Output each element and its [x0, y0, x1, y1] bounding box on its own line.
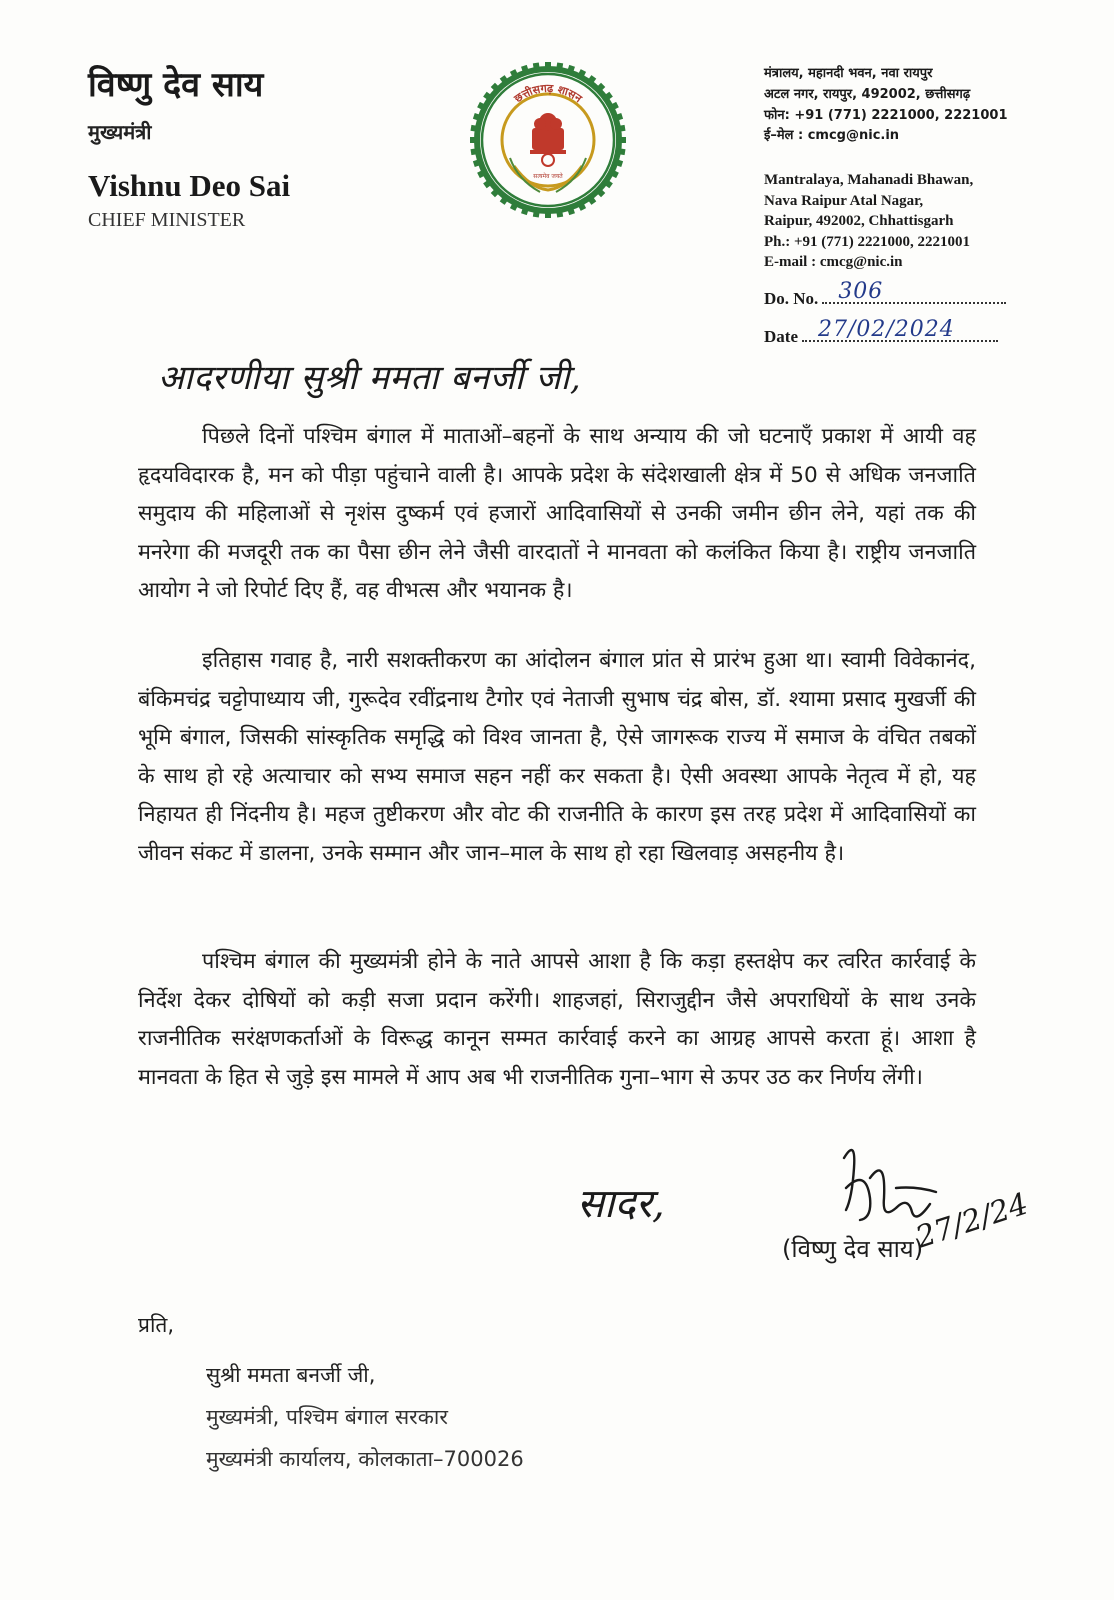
- address-hindi-line: फोन: +91 (771) 2221000, 2221001: [764, 107, 1008, 123]
- address-english-line: Raipur, 492002, Chhattisgarh: [764, 213, 954, 230]
- address-hindi: [764, 64, 1007, 147]
- salutation: आदरणीया सुश्री ममता बनर्जी जी,: [158, 358, 582, 398]
- seal-gear-tooth: [617, 148, 626, 155]
- address-hindi-line: ई–मेल : cmcg@nic.in: [764, 128, 900, 144]
- letter-paragraph: इतिहास गवाह है, नारी सशक्तीकरण का आंदोलन बंगाल प्रांत से प्रारंभ हुआ था। स्वामी विवेकानंद, बंकिमचंद्र चट्टोपाध्याय जी, गुरूदेव रवींद्रनाथ टैगोर एवं नेताजी सुभाष चंद्र बोस, डॉ. श्यामा प्रसाद मुखर्जी की भूमि बंगाल, जिसकी सांस्कृतिक समृद्धि को विश्व जानता है, ऐसे जागरूक राज्य में समाज के वंचित तबकों के साथ हो रहे अत्याचार को सभ्य समाज सहन नहीं कर सकता है। ऐसी अवस्था आपके नेतृत्व में हो, यह निहायत ही निंदनीय है। महज तुष्टीकरण और वोट की राजनीति के कारण इस तरह प्रदेश में आदिवासियों का जीवन संकट में डालना, उनके सम्मान और जान–माल के साथ हो रहा खिलवाड़ असहनीय है।: [138, 648, 976, 866]
- address-english-line: E-mail : cmcg@nic.in: [764, 254, 903, 271]
- seal-gear-tooth: [617, 125, 626, 132]
- seal-motto: सत्यमेव जयते: [533, 173, 563, 180]
- recipient-prefix: प्रति,: [138, 1313, 175, 1337]
- letter-paragraph: पश्चिम बंगाल की मुख्यमंत्री होने के नाते आपसे आशा है कि कड़ा हस्तक्षेप कर त्वरित कार्रवाई के निर्देश देकर दोषियों को कड़ी सजा प्रदान करेंगी। शाहजहां, सिराजुद्दीन जैसे अपराधियों के साथ उनके राजनीतिक सरंक्षणकर्ताओं के विरूद्ध कानून सम्मत कार्रवाई करने का आग्रह आपसे करता हूं। आशा है मानवता के हित से जुड़े इस मामले में आप अब भी राजनीतिक गुना–भाग से ऊपर उठ कर निर्णय लेंगी।: [138, 949, 976, 1090]
- address-hindi-line: मंत्रालय, महानदी भवन, नवा रायपुर: [764, 66, 933, 81]
- closing: सादर,: [577, 1181, 665, 1227]
- recipient-designation: मुख्यमंत्री, पश्चिम बंगाल सरकार: [206, 1405, 448, 1429]
- minister-role-english: CHIEF MINISTER: [88, 209, 246, 231]
- seal-gear-tooth: [618, 137, 626, 143]
- address-english-line: Ph.: +91 (771) 2221000, 2221001: [764, 233, 971, 250]
- seal-gear-tooth: [533, 62, 540, 71]
- minister-name-hindi: विष्णु देव साय: [88, 65, 264, 105]
- address-english: [764, 170, 973, 273]
- minister-name-english: Vishnu Deo Sai: [88, 168, 291, 203]
- letter-paragraph: पिछले दिनों पश्चिम बंगाल में माताओं–बहनों के साथ अन्याय की जो घटनाएँ प्रकाश में आयी वह हृदयविदारक है, मन को पीड़ा पहुंचाने वाली है। आपके प्रदेश के संदेशखाली क्षेत्र में 50 से अधिक जनजाति समुदाय की महिलाओं से नृशंस दुष्कर्म एवं हजारों आदिवासियों से उनकी जमीन छीन लेने, यहां तक की मनरेगा की मजदूरी तक का पैसा छीन लेने जैसी वारदातों ने मानवता को कलंकित किया है। राष्ट्रीय जनजाति आयोग ने जो रिपोर्ट दिए हैं, वह वीभत्स और भयानक है।: [138, 424, 976, 604]
- recipient-name: सुश्री ममता बनर्जी जी,: [206, 1363, 376, 1387]
- seal-gear-tooth: [556, 62, 563, 71]
- date-row: [764, 317, 998, 347]
- state-seal-icon: [470, 62, 626, 218]
- seal-gear-tooth: [545, 210, 551, 218]
- seal-gear-tooth: [556, 209, 563, 218]
- address-hindi-line: अटल नगर, रायपुर, 492002, छत्तीसगढ़: [764, 86, 971, 102]
- do-number-value: 306: [838, 279, 884, 304]
- minister-role-hindi: मुख्यमंत्री: [88, 120, 152, 144]
- seal-gear-tooth: [470, 148, 479, 155]
- address-english-line: Mantralaya, Mahanadi Bhawan,: [764, 172, 974, 188]
- signatory-name: (विष्णु देव साय): [782, 1235, 924, 1263]
- recipient-address: मुख्यमंत्री कार्यालय, कोलकाता–700026: [206, 1447, 524, 1471]
- do-number-label: Do. No.: [764, 289, 819, 308]
- date-value: 27/02/2024: [817, 317, 955, 342]
- signature-date: 27/2/24: [911, 1186, 1033, 1256]
- seal-gear-tooth: [470, 125, 479, 132]
- seal-top-text: छत्तीसगढ़ शासन: [511, 81, 585, 106]
- seal-gear-tooth: [545, 62, 551, 70]
- date-label: Date: [764, 327, 798, 346]
- do-number-row: [764, 279, 1006, 309]
- address-english-line: Nava Raipur Atal Nagar,: [764, 192, 924, 209]
- seal-gear-tooth: [470, 137, 478, 143]
- seal-gear-tooth: [533, 209, 540, 218]
